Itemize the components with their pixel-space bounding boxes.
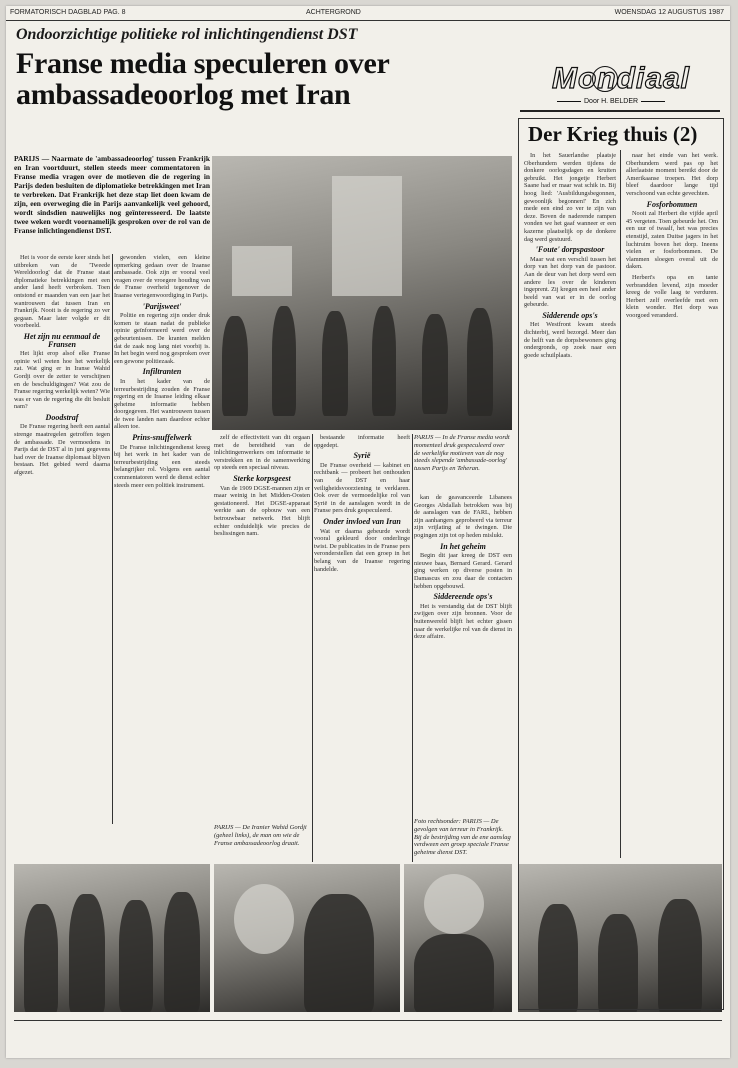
byline-rule bbox=[641, 101, 665, 102]
photo-figure bbox=[119, 900, 153, 1012]
sidebar-b-paragraph-2: Nooit zal Herbert die vijfde april 45 vergeten. Toen gebeurde het. Om een uur of twaalf, het was precies etenstijd, zaten Duitse jagers in het luchtruim boven het dorp. Ineens vielen er fosforbommen. De vlammen sloegen overal uit de daken. bbox=[626, 210, 718, 271]
page-bottom-rule bbox=[14, 1020, 722, 1021]
col2-paragraph: gewonden vielen, een kleine opmerking gedaan over de Iraanse ambassade. Ook zijn er vooral veel vragen over de vroegere houding van de Franse overheid tegenover de Iraanse vertegenwoordiging in Parijs. bbox=[114, 254, 210, 299]
sidebar-b-paragraph: naar het einde van het werk. Oberhundem werd pas op het allerlaatste moment bereikt door de Amerikaanse troepen. Het dorp bleef daardoor lange tijd verschoond van echte gevechten. bbox=[626, 152, 718, 197]
col4-subheading: Syrië bbox=[353, 451, 371, 461]
col1-paragraph-2: Het lijkt erop alsof elke Franse opinie wil weten hoe het werkelijk zat. Wat ging er in Iranse Wahid Gordji over de zetter te verschijnen en de beschuldigingen? Wat zou de Franse regering werkelijk weten? Wie was er van de regering die dit besluit nam? bbox=[14, 350, 110, 411]
sidebar-divider bbox=[620, 150, 621, 858]
photo-figure bbox=[272, 306, 296, 416]
col4-subheading-2: Onder invloed van Iran bbox=[323, 516, 401, 526]
photo-figure bbox=[422, 314, 448, 414]
mondiaal-logo: Mondiaal bbox=[551, 62, 690, 95]
mondiaal-byline bbox=[554, 98, 668, 105]
photo-caption-terror: Foto rechtsonder: PARIJS — De gevolgen van terreur in Frankrijk. Bij de bestrijding van de ene aanslag verdween een groep speciale Franse geheime dienst DST. bbox=[414, 818, 511, 857]
col3-paragraph: zelf de effectiviteit van dit orgaan met de bereidheid van de inlichtingenwerkers om informatie te verstrekken en in de samenwerking op steeds een speciaal niveau. bbox=[214, 434, 310, 472]
col1-paragraph: Het is voor de eerste keer sinds het uitbreken van de 'Tweede Wereldoorlog' dat de Franse staat diplomatieke betrekkingen met een ander land heeft verbroken. Toen ontstond er maanden van een jaar het wantrouwen dat tussen Iran en Frankrijk. Nooit is de regering zo ver gegaan. Maar later volgde er dit voorbeeld. bbox=[14, 254, 110, 330]
col3-paragraph-2: Van de 1909 DGSE-mannen zijn er maar weinig in het Midden-Oosten gestationeerd. Het DGSE-apparaat werkte aan de opbouw van een betrouwbaar netwerk. Het blijft echter onduidelijk wie precies de beslissingen nam. bbox=[214, 484, 310, 538]
photo-figure bbox=[24, 904, 58, 1012]
photo-figure bbox=[69, 894, 105, 1012]
page-header bbox=[6, 6, 730, 21]
sidebar-column-a bbox=[524, 152, 616, 858]
col5-paragraph-3: Het is verstandig dat de DST blijft zwijgen over zijn bronnen. Voor de buitenwereld blijft het echter gissen naar de werkelijke rol van de dienst in deze affaire. bbox=[414, 602, 512, 641]
header-center: ACHTERGROND bbox=[306, 9, 361, 16]
sidebar-title: Der Krieg thuis (2) bbox=[528, 122, 698, 146]
col2-paragraph-4: De Franse inlichtingendienst kreeg bij het werk in het kader van de terreurbestrijding een steeds belangrijker rol. Volgens een aantal commentatoren werd de dienst echter steeds meer een politiek instrument. bbox=[114, 443, 210, 489]
byline-rule bbox=[557, 101, 581, 102]
column-rule bbox=[312, 434, 313, 862]
col1-subheading: Het zijn nu eenmaal de Fransen bbox=[23, 331, 101, 349]
photo-figure bbox=[164, 892, 200, 1012]
article-headline bbox=[16, 48, 512, 110]
col4-paragraph-3: Wat er daarna gebeurde wordt vooral gekleurd door onderlinge twist. De publicaties in de Franse pers veronderstellen dat een groep in het belang van de Iraanse regering handelde. bbox=[314, 527, 410, 573]
photo-figure bbox=[467, 308, 493, 416]
photo-gordji bbox=[214, 864, 400, 1012]
col1-paragraph-3: De Franse regering heeft een aantal strenge maatregelen getroffen tegen de ambassade. De vermoedens in Parijs dat de DST al in juni gegevens had over de Iraanse diplomaat blijven bestaan. Het gebied werd daarna afgezet. bbox=[14, 423, 110, 477]
column-rule bbox=[112, 254, 113, 824]
col2-paragraph-3: In het kader van de terreurbestrijding zouden de Franse regering en de Iraanse leiding elkaar geheime informatie hebben doorgegeven. Het wantrouwen tussen de twee landen nam daardoor echter alleen toe. bbox=[114, 377, 210, 431]
sidebar-a-subheading: 'Foute' dorpspastoor bbox=[535, 245, 605, 255]
article-kicker: Ondoorzichtige politieke rol inlichtingendienst DST bbox=[16, 26, 358, 43]
column-rule bbox=[412, 434, 413, 862]
col2-subheading: 'Parijsweet' bbox=[142, 301, 182, 311]
col4-paragraph: bestaande informatie heeft opgedept. bbox=[314, 434, 410, 449]
article-column-1 bbox=[14, 254, 110, 824]
sidebar-a-paragraph-3: Het Westfront kwam steeds dichterbij, werd bezorgd. Meer dan de helft van de dorpsbewoners ging ondergronds, op zoek naar een goede schuilplaats. bbox=[524, 321, 616, 359]
sidebar-a-paragraph: In het Sauerlandse plaatsje Oberhundem werden tijdens de donkere oorlogsdagen en kruiten gebruikt. Het jongetje Herbert Saane had er maar wat schik in. Bij hoog lied: 'Ausbildungsbegonnen, gewoonlijk begonnen!' En zich mede een eind zo ver te zijn van deze. Boven de naderende rampen vonden we het gaaf wanneer er een kazerne plaatselijk op de donkere dag werd gestuurd. bbox=[524, 152, 616, 243]
col5-paragraph-2: Begin dit jaar kreeg de DST een nieuwe baas, Bernard Gerard. Gerard ging werken op diverse posten in Damascus en zou daar de contacten hebben opgebouwd. bbox=[414, 552, 512, 590]
col2-subheading-2: Infiltranten bbox=[142, 367, 182, 377]
article-column-2 bbox=[114, 254, 210, 824]
photo-caption-media: PARIJS — In de Franse media wordt momenteel druk gespeculeerd over de werkelijke motieven van de nog steeds slepende 'ambassade-oorlog' tussen Parijs en Teheran. bbox=[414, 434, 510, 473]
article-lead: PARIJS — Naarmate de 'ambassadeoorlog' tussen Frankrijk en Iran voortduurt, stellen steeds meer commentatoren in Franse media vragen over de motieven die de regering in Parijs deden besluiten de diplomatieke betrekkingen met Iran te verbreken. Dat Frankrijk het deze stap liet doen kwam de zijn, een overweging die in Parijs aanvankelijk veel gehoord, wordt sindsdien nauwelijks nog geïnteresseerd. De laatste twee weken wordt voornamelijk gesproken over de rol van de Franse inlichtingendienst DST. bbox=[14, 154, 210, 235]
headline-line-2: ambassadeoorlog met Iran bbox=[16, 78, 351, 111]
sidebar-a-subheading-2: Sidderende ops's bbox=[542, 310, 598, 320]
photo-face bbox=[424, 874, 484, 934]
col2-subheading-3: Prins-snuffelwerk bbox=[132, 433, 192, 443]
photo-figure bbox=[304, 894, 374, 1012]
col2-paragraph-2: Politie en regering zijn onder druk komen te staan nadat de publieke opinie geïnformeerd werd over de gebeurtenissen. De kranten melden dat de zaak nog lang niet voorbij is. In het begin werd nog gesproken over een gewone politiezaak. bbox=[114, 312, 210, 365]
col1-subheading-2: Doodstraf bbox=[45, 412, 79, 422]
globe-icon bbox=[592, 66, 618, 92]
article-column-5 bbox=[414, 494, 512, 814]
newspaper-page bbox=[6, 6, 730, 1058]
photo-face bbox=[234, 884, 294, 954]
sidebar-b-subheading: Fosforbommen bbox=[646, 199, 698, 209]
photo-caption-gordji: PARIJS — De Iranier Wahid Gordji (geheel links), de man om wie de Franse ambassadeoorlog draait. bbox=[214, 824, 307, 847]
sidebar-column-b bbox=[626, 152, 718, 858]
sidebar-a-paragraph-2: Maar wat een verschil tussen het dorp van het dorp van de pastoor. Aan de deur van het dorp werd een andere les over de kinderen ingeprent. Zij kregen een heel ander beeld van wat er in de oorlog gebeurde. bbox=[524, 255, 616, 309]
sidebar-b-paragraph-3: Herbert's opa en tante verbrandden levend, zijn moeder kreeg de volle laag te verduren. Herbert zelf overleefde met een klein wonder. Het dorp was voorgoed veranderd. bbox=[626, 273, 718, 319]
col4-paragraph-2: De Franse overheid — kabinet en rechtbank — probeert het onthouden van de DST en haar veiligheidsvoorziening te verklaren. Ook over de vermoedelijke rol van Syrië in de aanslagen wordt in de Franse pers druk gespeculeerd. bbox=[314, 461, 410, 515]
photo-demonstrators bbox=[14, 864, 210, 1012]
col3-subheading: Sterke korpsgeest bbox=[233, 473, 291, 483]
header-right: WOENSDAG 12 AUGUSTUS 1987 bbox=[614, 9, 724, 16]
photo-building-2 bbox=[232, 246, 292, 296]
photo-figure bbox=[222, 316, 248, 416]
photo-building bbox=[332, 176, 402, 296]
byline-text: Door H. BELDER bbox=[584, 98, 639, 105]
photo-banner bbox=[404, 864, 512, 1012]
header-left: FORMATORISCH DAGBLAD PAG. 8 bbox=[10, 9, 126, 16]
col5-subheading-2: Siddereende ops's bbox=[433, 592, 493, 602]
col5-subheading: In het geheim bbox=[440, 541, 486, 551]
article-column-4 bbox=[314, 434, 410, 824]
photo-figure bbox=[414, 934, 494, 1012]
col5-paragraph: kan de geavanceerde Libanees Georges Abdallah betrokken was bij de aanslagen van de FARL, hebben zijn aanhangers geprobeerd via terreur zijn vrijlating af te dwingen. Die pogingen zijn tot op heden mislukt. bbox=[414, 494, 512, 539]
photo-police-embassy bbox=[212, 156, 512, 430]
article-column-3 bbox=[214, 434, 310, 814]
headline-line-1: Franse media speculeren over bbox=[16, 47, 390, 80]
photo-figure bbox=[372, 306, 396, 416]
photo-figure bbox=[322, 311, 348, 416]
